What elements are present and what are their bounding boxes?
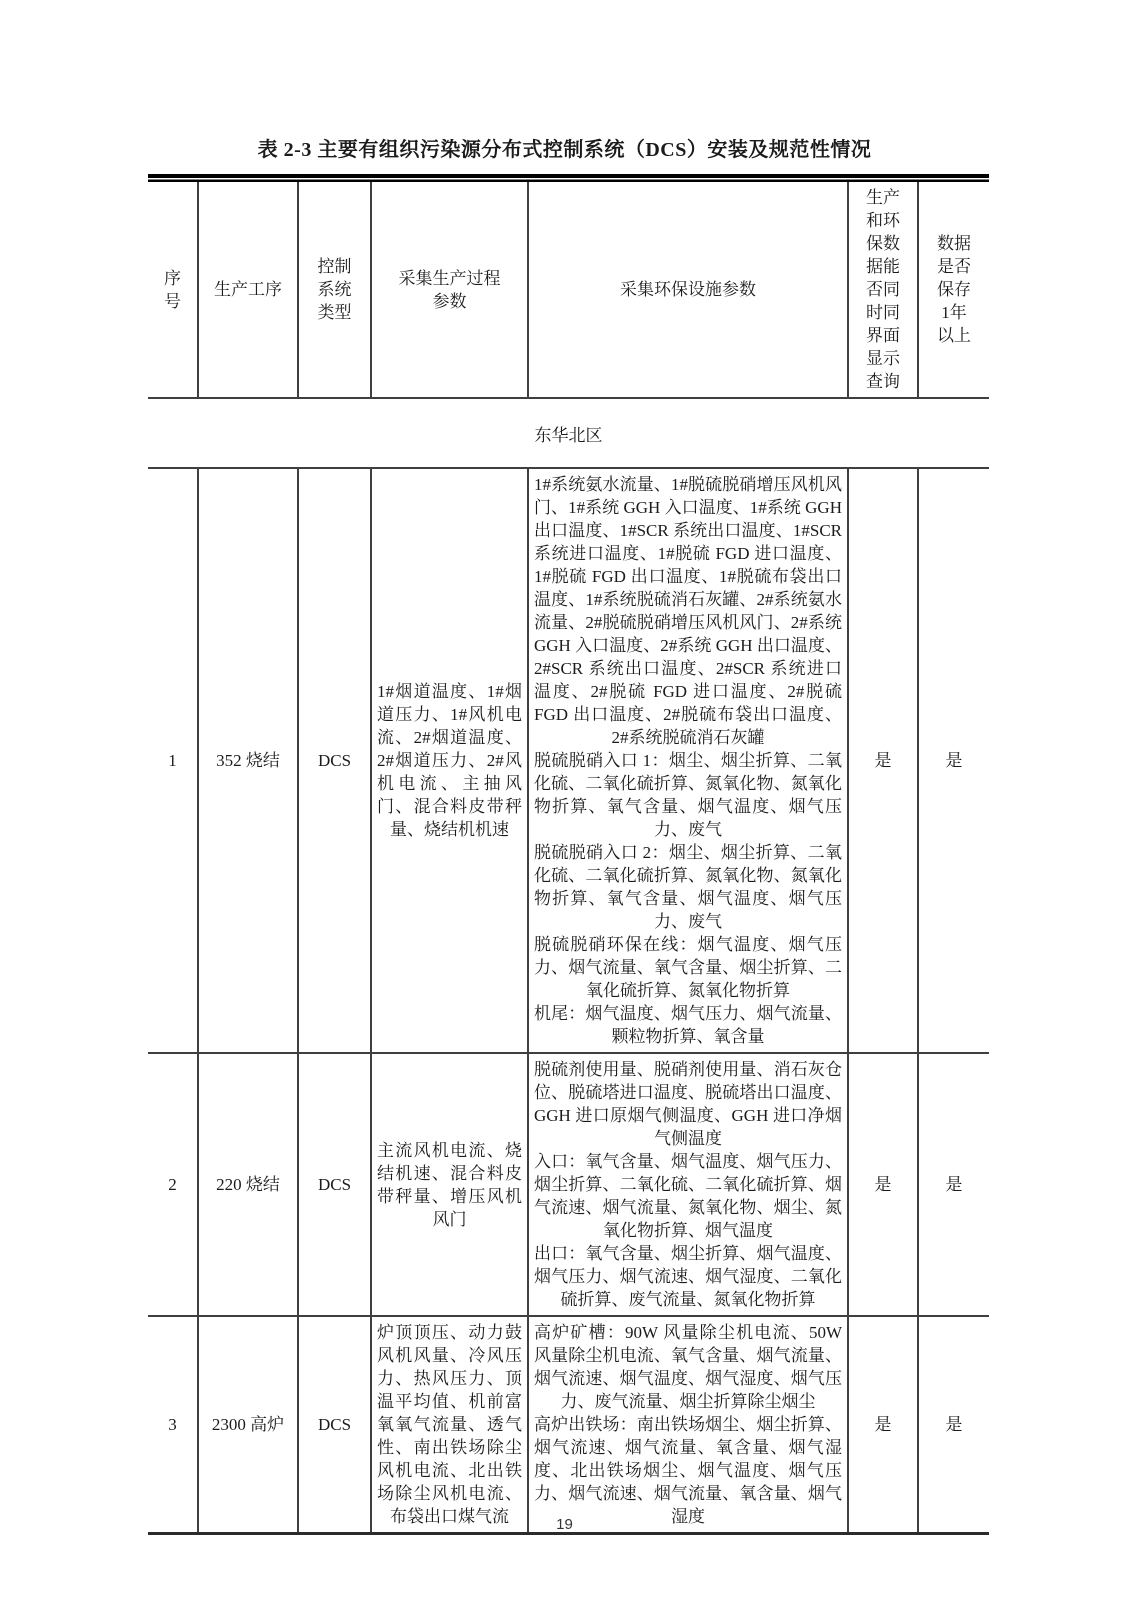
table-header-row [148, 182, 989, 399]
table-row [148, 469, 989, 1054]
cell-serial: 3 [168, 1415, 177, 1434]
dcs-table [148, 174, 989, 1535]
page-number: 19 [556, 1516, 573, 1533]
cell-env-params: 高炉矿槽：90W 风量除尘机电流、50W 风量除尘机电流、氧气含量、烟气流量、烟气流速、烟气温度、烟气湿度、烟气压力、废气流量、烟尘折算除尘烟尘 高炉出铁场：南出铁场烟尘、烟尘折算、烟气流速、烟气流量、氧含量、烟气湿度、北出铁场烟尘、烟气温度、烟气压力、烟气流速、烟气流量、氧含量、烟气湿度 [527, 1317, 847, 1532]
table-row [148, 1054, 989, 1317]
cell-serial: 1 [168, 751, 177, 770]
table-row [148, 1317, 989, 1535]
table-title: 表 2-3 主要有组织污染源分布式控制系统（DCS）安装及规范性情况 [257, 139, 872, 161]
table-top-double-rule [148, 174, 989, 182]
cell-same-screen: 是 [847, 1317, 917, 1532]
section-label: 东华北区 [534, 425, 603, 445]
header-saved-one-year: 数据是否保存1年以上 [917, 182, 989, 397]
cell-process: 352 烧结 [197, 469, 297, 1052]
header-env-facility-params: 采集环保设施参数 [527, 182, 847, 397]
cell-process: 220 烧结 [197, 1054, 297, 1315]
cell-production-params: 炉顶顶压、动力鼓风机风量、冷风压力、热风压力、顶温平均值、机前富氧氧气流量、透气性、南出铁场除尘风机电流、北出铁场除尘风机电流、布袋出口煤气流 [370, 1317, 527, 1532]
header-same-screen-query: 生产和环保数据能否同时同界面显示查询 [847, 182, 917, 397]
cell-env-params: 1#系统氨水流量、1#脱硫脱硝增压风机风门、1#系统 GGH 入口温度、1#系统 GGH 出口温度、1#SCR 系统出口温度、1#SCR 系统进口温度、1#脱硫 FGD 进口温度、1#脱硫 FGD 出口温度、1#脱硫布袋出口温度、1#系统脱硫消石灰罐、2#系统氨水流量、2#脱硫脱硝增压风机风门、2#系统 GGH 入口温度、2#系统 GGH 出口温度、2#SCR 系统出口温度、2#SCR 系统进口温度、2#脱硫 FGD 进口温度、2#脱硫 FGD 出口温度、2#脱硫布袋出口温度、2#系统脱硫消石灰罐 脱硫脱硝入口 1：烟尘、烟尘折算、二氧化硫、二氧化硫折算、氮氧化物、氮氧化物折算、氧气含量、烟气温度、烟气压力、废气 脱硫脱硝入口 2：烟尘、烟尘折算、二氧化硫、二氧化硫折算、氮氧化物、氮氧化物折算、氧气含量、烟气温度、烟气压力、废气 脱硫脱硝环保在线：烟气温度、烟气压力、烟气流量、氧气含量、烟尘折算、二氧化硫折算、氮氧化物折算 机尾：烟气温度、烟气压力、烟气流量、颗粒物折算、氧含量 [527, 469, 847, 1052]
header-production-params: 采集生产过程参数 [370, 182, 527, 397]
cell-process: 2300 高炉 [197, 1317, 297, 1532]
cell-production-params: 主流风机电流、烧结机速、混合料皮带秤量、增压风机风门 [370, 1054, 527, 1315]
cell-same-screen: 是 [847, 1054, 917, 1315]
cell-serial: 2 [168, 1175, 177, 1194]
cell-production-params: 1#烟道温度、1#烟道压力、1#风机电流、2#烟道温度、2#烟道压力、2#风机电流、主抽风门、混合料皮带秤量、烧结机机速 [370, 469, 527, 1052]
cell-system: DCS [297, 1317, 370, 1532]
header-process: 生产工序 [197, 182, 297, 397]
header-control-system-type: 控制系统类型 [297, 182, 370, 397]
cell-system: DCS [297, 1054, 370, 1315]
cell-saved-one-year: 是 [917, 469, 989, 1052]
header-serial: 序号 [164, 268, 181, 311]
cell-saved-one-year: 是 [917, 1054, 989, 1315]
cell-same-screen: 是 [847, 469, 917, 1052]
cell-system: DCS [297, 469, 370, 1052]
section-row-east-huabei [148, 399, 989, 469]
cell-env-params: 脱硫剂使用量、脱硝剂使用量、消石灰仓位、脱硫塔进口温度、脱硫塔出口温度、GGH 进口原烟气侧温度、GGH 进口净烟气侧温度 入口：氧气含量、烟气温度、烟气压力、烟尘折算、二氧化硫、二氧化硫折算、烟气流速、烟气流量、氮氧化物、烟尘、氮氧化物折算、烟气温度 出口：氧气含量、烟尘折算、烟气温度、烟气压力、烟气流速、烟气湿度、二氧化硫折算、废气流量、氮氧化物折算 [527, 1054, 847, 1315]
cell-saved-one-year: 是 [917, 1317, 989, 1532]
